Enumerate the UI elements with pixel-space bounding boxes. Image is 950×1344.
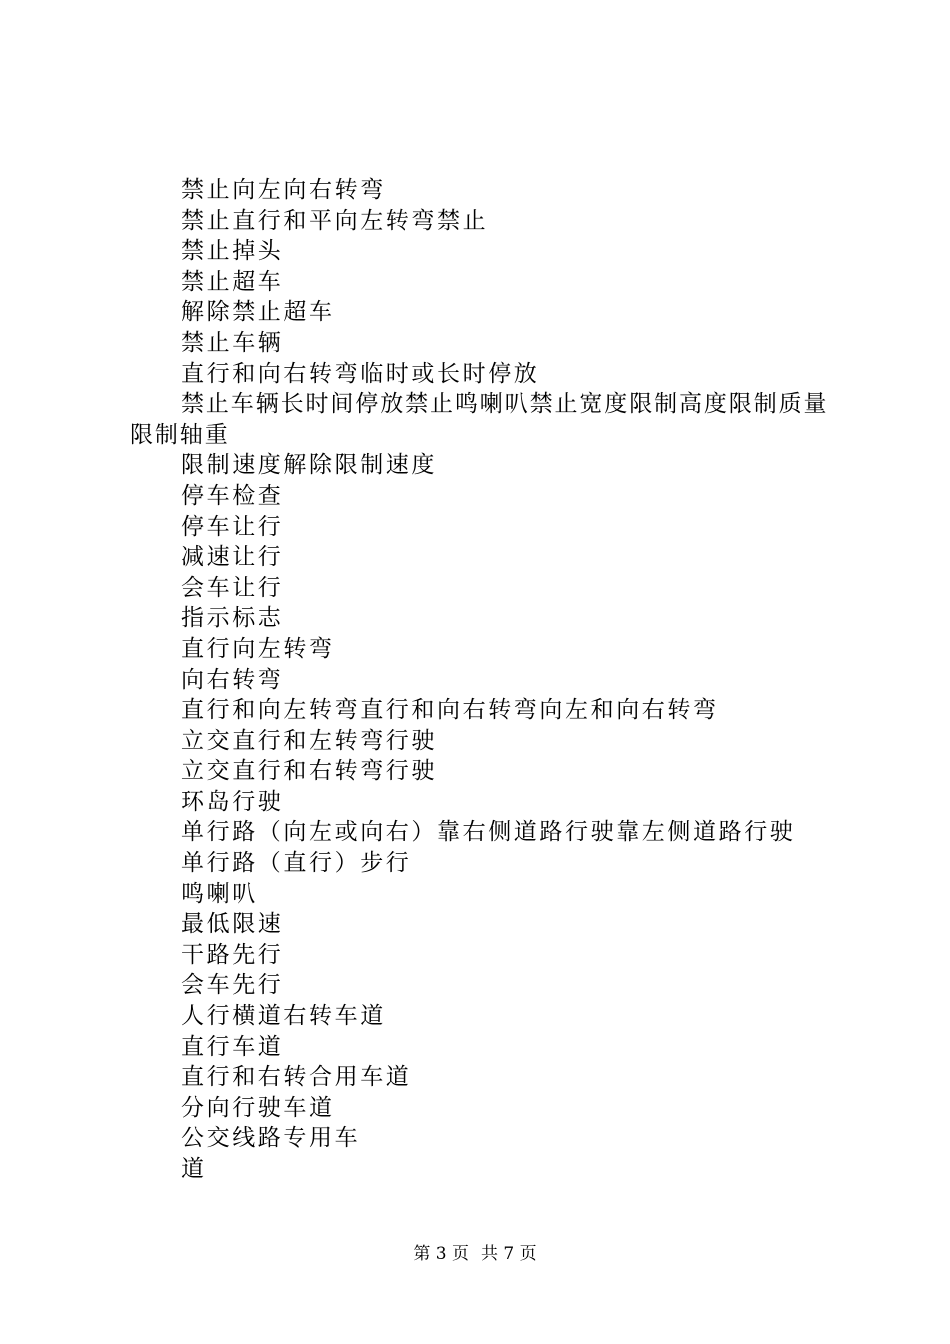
text-line: 向右转弯 [181, 666, 284, 693]
text-line: 禁止车辆 [181, 329, 284, 356]
text-line: 停车检查 [181, 482, 284, 509]
text-line: 停车让行 [181, 513, 284, 540]
text-line: 禁止掉头 [181, 238, 284, 265]
text-line: 直行和向右转弯临时或长时停放 [181, 360, 540, 387]
text-line: 环岛行驶 [181, 788, 284, 815]
text-line: 单行路（向左或向右）靠右侧道路行驶靠左侧道路行驶 [181, 819, 796, 846]
text-line: 最低限速 [181, 911, 284, 938]
document-body [130, 175, 840, 1185]
text-line: 立交直行和右转弯行驶 [181, 758, 437, 785]
text-line: 禁止向左向右转弯 [181, 177, 386, 203]
text-line: 直行和右转合用车道 [181, 1064, 412, 1091]
text-line: 干路先行 [181, 941, 284, 968]
text-line: 直行向左转弯 [181, 635, 335, 662]
page-total: 共 7 页 [481, 1244, 537, 1264]
text-line: 禁止直行和平向左转弯禁止 [181, 207, 489, 234]
text-line: 禁止超车 [181, 268, 284, 295]
text-line: 会车让行 [181, 574, 284, 601]
text-line: 分向行驶车道 [181, 1094, 335, 1121]
text-line: 减速让行 [181, 544, 284, 571]
text-line: 公交线路专用车 [181, 1125, 361, 1152]
text-line: 道 [181, 1156, 207, 1182]
text-line: 直行和向左转弯直行和向右转弯向左和向右转弯 [181, 697, 719, 724]
text-line: 禁止车辆长时间停放禁止鸣喇叭禁止宽度限制高度限制质量限制轴重 [130, 391, 829, 448]
text-line: 单行路（直行）步行 [181, 850, 412, 877]
text-line: 限制速度解除限制速度 [181, 452, 437, 479]
text-line: 会车先行 [181, 972, 284, 999]
text-line: 指示标志 [181, 605, 284, 632]
text-line: 鸣喇叭 [181, 880, 258, 907]
text-line: 立交直行和左转弯行驶 [181, 727, 437, 754]
text-line: 直行车道 [181, 1033, 284, 1060]
text-line: 人行横道右转车道 [181, 1003, 386, 1030]
text-line: 解除禁止超车 [181, 299, 335, 326]
page-footer [0, 1242, 950, 1266]
page-number: 第 3 页 [413, 1244, 469, 1264]
